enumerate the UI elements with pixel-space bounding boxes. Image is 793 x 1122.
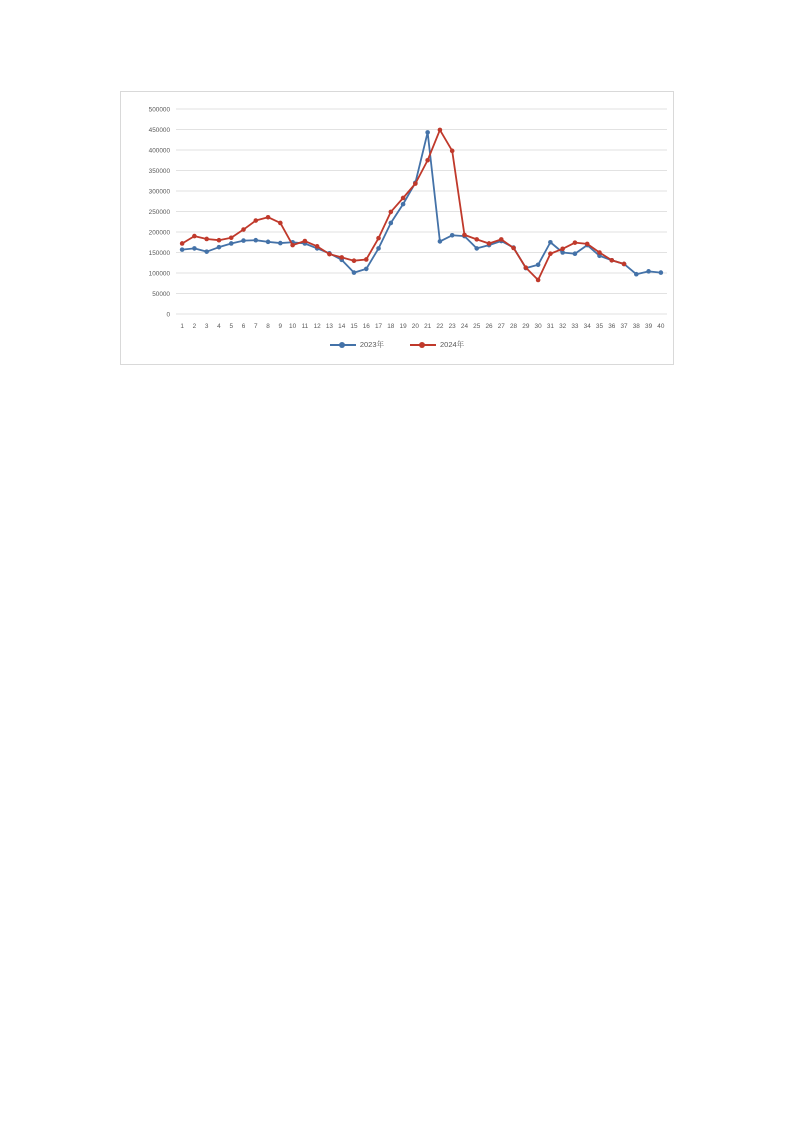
series-point (327, 252, 332, 257)
x-axis-tick-label: 39 (645, 323, 653, 330)
series-point (217, 238, 222, 243)
series-point (634, 272, 639, 277)
series-point (217, 245, 222, 250)
x-axis-tick-label: 9 (278, 323, 283, 330)
series-point (364, 267, 369, 272)
series-point (303, 239, 308, 244)
series-point (229, 241, 234, 246)
series-point (536, 263, 541, 268)
series-point (389, 210, 394, 215)
series-point (389, 221, 394, 226)
x-axis-tick-label: 18 (387, 323, 395, 330)
x-axis-tick-label: 19 (399, 323, 407, 330)
x-axis-tick-label: 27 (497, 323, 505, 330)
x-axis-tick-label: 31 (546, 323, 554, 330)
y-axis-tick-label: 200000 (148, 229, 170, 237)
x-axis-tick-label: 37 (620, 323, 628, 330)
x-axis-tick-label: 4 (217, 323, 221, 330)
series-point (352, 270, 357, 275)
series-point (241, 227, 246, 232)
series-point (609, 258, 614, 263)
x-axis-tick-label: 22 (436, 323, 444, 330)
x-axis-tick-label: 23 (448, 323, 456, 330)
series-point (376, 236, 381, 241)
series-point (290, 243, 295, 248)
x-axis-tick-label: 34 (583, 323, 591, 330)
series-point (352, 258, 357, 263)
series-point (474, 237, 479, 242)
legend-label: 2023年 (359, 340, 384, 349)
series-point (548, 251, 553, 256)
series-point (278, 221, 283, 226)
x-axis-tick-label: 20 (411, 323, 419, 330)
chart-legend (121, 339, 673, 350)
legend-marker-icon (330, 340, 356, 349)
x-axis-tick-label: 7 (254, 323, 258, 330)
series-point (425, 158, 430, 163)
line-chart-container (120, 91, 674, 365)
chart-svg (121, 92, 675, 366)
x-axis-tick-label: 14 (338, 323, 346, 330)
x-axis-tick-label: 25 (473, 323, 481, 330)
x-axis-tick-label: 26 (485, 323, 493, 330)
x-axis-tick-label: 38 (632, 323, 640, 330)
x-axis-tick-label: 13 (325, 323, 333, 330)
x-axis-tick-label: 6 (241, 323, 246, 330)
y-axis-tick-label: 450000 (148, 127, 170, 135)
y-axis-tick-label: 50000 (152, 291, 170, 299)
series-point (180, 247, 185, 252)
y-axis-tick-label: 100000 (148, 270, 170, 278)
series-point (573, 240, 578, 245)
series-point (266, 215, 271, 220)
y-axis-tick-label: 500000 (148, 106, 170, 114)
x-axis-tick-label: 28 (510, 323, 518, 330)
series-point (204, 237, 209, 242)
x-axis-tick-label: 15 (350, 323, 358, 330)
legend-label: 2024年 (440, 340, 465, 349)
series-point (585, 242, 590, 247)
series-line-1 (182, 132, 661, 274)
series-point (192, 234, 197, 239)
x-axis-tick-label: 17 (374, 323, 383, 330)
legend-marker-icon (410, 340, 436, 349)
legend-entry-2[interactable] (410, 339, 464, 350)
series-point (278, 241, 283, 246)
series-point (253, 218, 258, 223)
x-axis-tick-label: 35 (595, 323, 604, 330)
x-axis-tick-label: 24 (460, 323, 469, 330)
x-axis-tick-label: 12 (313, 323, 321, 330)
x-axis-tick-label: 40 (657, 323, 665, 330)
series-point (401, 196, 406, 201)
x-axis-tick-label: 21 (424, 323, 432, 330)
series-point (524, 265, 529, 270)
x-axis-tick-label: 8 (266, 323, 270, 330)
series-point (659, 270, 664, 275)
series-point (499, 237, 504, 242)
series-point (438, 239, 443, 244)
x-axis-tick-label: 3 (204, 323, 209, 330)
x-axis-tick-label: 1 (180, 323, 184, 330)
series-point (266, 240, 271, 245)
series-point (438, 128, 443, 133)
x-axis-tick-label: 10 (289, 323, 297, 330)
series-point (204, 249, 209, 254)
y-axis-tick-label: 0 (166, 311, 170, 319)
x-axis-tick-label: 30 (534, 323, 542, 330)
legend-entry-1[interactable] (330, 339, 384, 350)
series-point (192, 246, 197, 251)
y-axis-tick-label: 400000 (148, 147, 170, 155)
series-point (450, 233, 455, 238)
series-point (253, 238, 258, 243)
series-point (560, 247, 565, 252)
series-point (364, 257, 369, 262)
y-axis-tick-label: 150000 (148, 250, 170, 258)
series-point (462, 233, 467, 238)
series-point (487, 241, 492, 246)
series-point (376, 246, 381, 251)
series-point (511, 246, 516, 251)
series-point (597, 250, 602, 255)
series-point (401, 202, 406, 207)
series-point (536, 278, 541, 283)
y-axis-tick-label: 350000 (148, 168, 170, 176)
y-axis-tick-label: 300000 (148, 188, 170, 196)
series-point (229, 235, 234, 240)
x-axis-tick-label: 36 (608, 323, 616, 330)
x-axis-tick-label: 16 (362, 323, 370, 330)
series-point (622, 262, 627, 267)
y-axis-tick-label: 250000 (148, 209, 170, 217)
series-point (474, 246, 479, 251)
x-axis-tick-label: 11 (301, 323, 309, 330)
chart-plot-area (121, 92, 673, 364)
series-point (180, 241, 185, 246)
series-point (413, 181, 418, 186)
series-point (425, 130, 430, 135)
series-point (646, 269, 651, 274)
series-point (548, 240, 553, 245)
x-axis-tick-label: 5 (229, 323, 234, 330)
x-axis-tick-label: 29 (522, 323, 530, 330)
series-point (573, 251, 578, 256)
series-point (315, 244, 320, 249)
x-axis-tick-label: 33 (571, 323, 579, 330)
series-point (241, 238, 246, 243)
x-axis-tick-label: 2 (192, 323, 197, 330)
x-axis-tick-label: 32 (559, 323, 567, 330)
series-point (339, 255, 344, 260)
series-point (450, 149, 455, 154)
